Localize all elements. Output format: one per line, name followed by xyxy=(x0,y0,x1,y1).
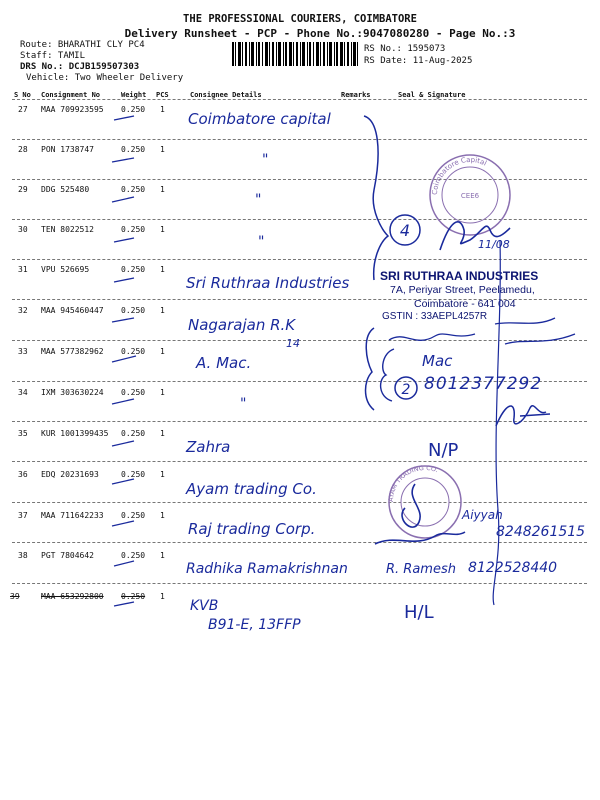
handwritten-date: 11/08 xyxy=(478,238,510,251)
row-sno: 30 xyxy=(18,225,28,234)
stamp-gstin: GSTIN : 33AEPL4257R xyxy=(382,311,488,322)
ditto-mark: " xyxy=(240,396,247,412)
stamp-capital-text: Coimbatore Capital xyxy=(430,155,488,196)
row-consignment: MAA 709923595 xyxy=(41,105,104,114)
row-sno: 31 xyxy=(18,265,28,274)
col-seal-signature: Seal & Signature xyxy=(398,91,466,99)
barcode xyxy=(232,42,358,66)
remark-name: Aiyyah xyxy=(462,508,503,522)
rs-number: RS No.: 1595073 xyxy=(364,44,446,54)
row-weight: 0.250 xyxy=(121,592,146,601)
circled-number xyxy=(385,210,425,250)
circled-number xyxy=(392,374,422,404)
col-consignee: Consignee Details xyxy=(190,91,262,99)
row-pcs: 1 xyxy=(160,388,165,397)
row-sno: 35 xyxy=(18,429,28,438)
row-pcs: 1 xyxy=(160,185,165,194)
row-consignment: PGT 7804642 xyxy=(41,551,94,560)
rs-date: RS Date: 11-Aug-2025 xyxy=(364,56,473,66)
row-sno: 34 xyxy=(18,388,28,397)
row-weight: 0.250 xyxy=(121,551,146,560)
row-pcs: 1 xyxy=(160,511,165,520)
row-pcs: 1 xyxy=(160,265,165,274)
row-pcs: 1 xyxy=(160,470,165,479)
consignee-address: B91-E, 13FFP xyxy=(208,617,301,633)
row-sno: 29 xyxy=(18,185,28,194)
stamp-address-line2: Coimbatore - 641 004 xyxy=(414,298,516,310)
consignee-handwritten: Radhika Ramakrishnan xyxy=(186,561,348,577)
remark-not-present: N/P xyxy=(428,440,459,461)
col-pcs: PCS xyxy=(156,91,169,99)
col-sno: S No xyxy=(14,91,31,99)
consignee-handwritten: Zahra xyxy=(186,438,231,456)
consignee-handwritten: Ayam trading Co. xyxy=(186,480,317,498)
row-weight: 0.250 xyxy=(121,429,146,438)
consignee-handwritten: Nagarajan R.K xyxy=(188,316,296,334)
col-remarks: Remarks xyxy=(341,91,371,99)
svg-text:4: 4 xyxy=(399,221,411,240)
row-weight: 0.250 xyxy=(121,265,146,274)
company-title: THE PROFESSIONAL COURIERS, COIMBATORE xyxy=(183,13,417,25)
row-pcs: 1 xyxy=(160,551,165,560)
row-consignment: DDG 525480 xyxy=(41,185,90,194)
remark-name: Mac xyxy=(422,352,453,370)
consignee-handwritten: Sri Ruthraa Industries xyxy=(186,274,350,292)
row-pcs: 1 xyxy=(160,105,165,114)
remark-phone: 8122528440 xyxy=(468,560,558,576)
consignee-handwritten: Raj trading Corp. xyxy=(188,520,316,538)
consignee-handwritten: KVB xyxy=(190,598,219,614)
row-sno: 39 xyxy=(10,592,20,601)
svg-text:2: 2 xyxy=(401,382,411,398)
tick-marks xyxy=(100,100,160,640)
row-consignment: MAA 653292800 xyxy=(41,592,104,601)
col-weight: Weight xyxy=(121,91,147,99)
col-consignment: Consignment No xyxy=(41,91,101,99)
row-weight: 0.250 xyxy=(121,347,146,356)
row-weight: 0.250 xyxy=(121,185,146,194)
row-pcs: 1 xyxy=(160,145,165,154)
row-consignment: MAA 711642233 xyxy=(41,511,104,520)
header-divider xyxy=(12,99,587,100)
row-weight: 0.250 xyxy=(121,225,146,234)
consignee-handwritten: A. Mac. xyxy=(196,354,252,372)
row-consignment: KUR 1001399435 xyxy=(41,429,109,438)
row-sno: 27 xyxy=(18,105,28,114)
row-consignment: PON 1738747 xyxy=(41,145,94,154)
vehicle-label: Vehicle: Two Wheeler Delivery xyxy=(26,73,184,83)
row-divider xyxy=(12,139,587,140)
row-pcs: 1 xyxy=(160,225,165,234)
staff-label: Staff: TAMIL xyxy=(20,51,86,61)
remark-phone: 8012377292 xyxy=(424,374,543,394)
row-weight: 0.250 xyxy=(121,470,146,479)
stamp-trading-text: AYAM TRADING CO. xyxy=(386,463,440,503)
row-pcs: 1 xyxy=(160,306,165,315)
row-weight: 0.250 xyxy=(121,388,146,397)
row-pcs: 1 xyxy=(160,592,165,601)
ditto-mark: " xyxy=(258,234,265,250)
row-consignment: TEN 8022512 xyxy=(41,225,94,234)
row-consignment: EDQ 20231693 xyxy=(41,470,99,479)
drs-number: DRS No.: DCJB159507303 xyxy=(20,62,140,72)
stamp-company-name: SRI RUTHRAA INDUSTRIES xyxy=(380,269,539,283)
ditto-mark: " xyxy=(262,152,269,168)
row-consignment: VPU 526695 xyxy=(41,265,90,274)
handwritten-number: 14 xyxy=(286,337,300,350)
stamp-address-line1: 7A, Periyar Street, Peelamedu, xyxy=(390,284,535,296)
remark-phone: 8248261515 xyxy=(496,524,586,540)
row-weight: 0.250 xyxy=(121,306,146,315)
row-consignment: MAA 577382962 xyxy=(41,347,104,356)
row-consignment: IXM 303630224 xyxy=(41,388,104,397)
row-sno: 36 xyxy=(18,470,28,479)
row-sno: 32 xyxy=(18,306,28,315)
row-sno: 33 xyxy=(18,347,28,356)
stamp-capital-center: CEE6 xyxy=(460,192,480,200)
route-label: Route: BHARATHI CLY PC4 xyxy=(20,40,145,50)
row-pcs: 1 xyxy=(160,347,165,356)
row-pcs: 1 xyxy=(160,429,165,438)
remark-hl: H/L xyxy=(404,602,434,623)
remark-signer: R. Ramesh xyxy=(386,562,456,577)
row-consignment: MAA 945460447 xyxy=(41,306,104,315)
svg-text:Coimbatore Capital xyxy=(431,156,488,195)
row-weight: 0.250 xyxy=(121,145,146,154)
row-sno: 37 xyxy=(18,511,28,520)
runsheet-subtitle: Delivery Runsheet - PCP - Phone No.:9047080280 - Page No.:3 xyxy=(124,27,516,40)
row-sno: 28 xyxy=(18,145,28,154)
row-weight: 0.250 xyxy=(121,511,146,520)
vertical-signature-line xyxy=(480,230,510,610)
row-weight: 0.250 xyxy=(121,105,146,114)
row-sno: 38 xyxy=(18,551,28,560)
consignee-handwritten: Coimbatore capital xyxy=(188,110,331,128)
ditto-mark: " xyxy=(255,192,262,208)
